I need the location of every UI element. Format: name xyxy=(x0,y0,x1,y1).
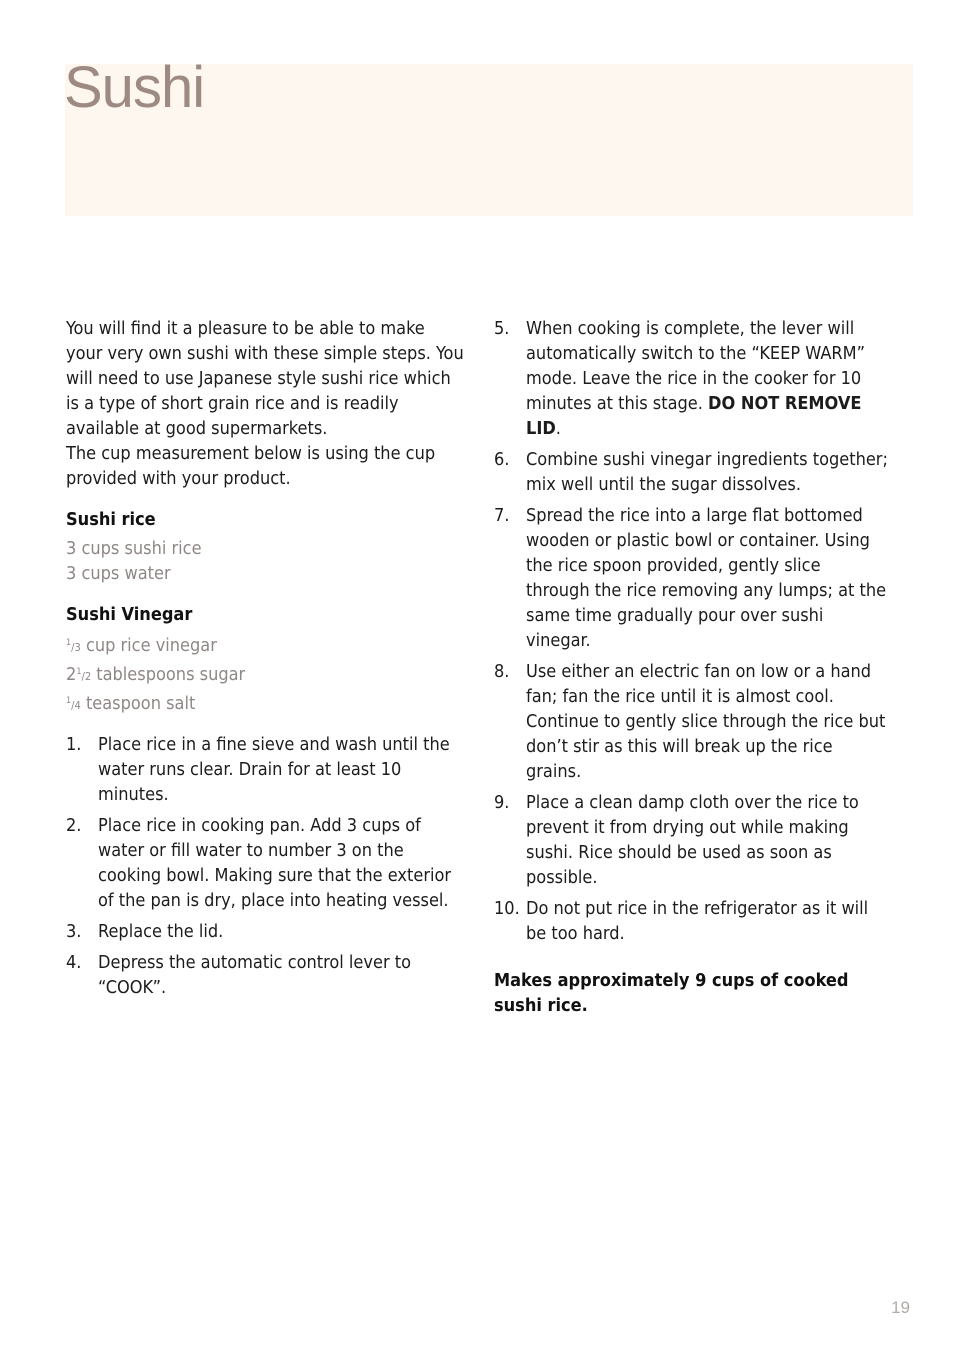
ingredient-item: $2^1/2$ tablespoons sugar xyxy=(66,664,246,685)
intro-paragraph: You will find it a pleasure to be able to make your very own sushi with these simple steps. You will need to use Japanese style sushi rice which is a type of short grain rice and is readily available at good supermarkets. xyxy=(66,318,464,439)
step-item: 9. Place a clean damp cloth over the rice to prevent it from drying out while making sushi. Rice should be used as soon as possible. xyxy=(494,792,859,888)
steps-list-left xyxy=(66,732,466,1000)
right-column xyxy=(494,316,889,1018)
step-item: 10. Do not put rice in the refrigerator as it will be too hard. xyxy=(494,898,869,944)
ingredient-item: $^1$/3 cup rice vinegar xyxy=(66,635,217,656)
sushi-rice-ingredients xyxy=(66,536,466,586)
step-item: 5. When cooking is complete, the lever will automatically switch to the “KEEP WARM” mode. Leave the rice in the cooker for 10 minutes at this stage. DO NOT REMOVE LID. xyxy=(494,318,866,439)
page-number: 19 xyxy=(891,1298,910,1317)
step-item: 7. Spread the rice into a large flat bottomed wooden or plastic bowl or container. Using the rice spoon provided, gently slice through the rice removing any lumps; at the same time gradually pour over sushi vinegar. xyxy=(494,505,887,651)
sushi-vinegar-heading: Sushi Vinegar xyxy=(66,604,193,625)
intro-paragraph: The cup measurement below is using the cup provided with your product. xyxy=(66,443,436,489)
sushi-rice-heading: Sushi rice xyxy=(66,509,156,530)
step-item: 6. Combine sushi vinegar ingredients together; mix well until the sugar dissolves. xyxy=(494,449,888,495)
yield-summary: Makes approximately 9 cups of cooked sushi rice. xyxy=(494,970,849,1016)
page-title: Sushi xyxy=(64,55,205,120)
step-item: 4. Depress the automatic control lever to “COOK”. xyxy=(66,952,411,998)
ingredient-item: 3 cups sushi rice xyxy=(66,538,202,559)
ingredient-item: $^1$/4 teaspoon salt xyxy=(66,693,196,714)
step-item: 2. Place rice in cooking pan. Add 3 cups of water or fill water to number 3 on the cooking bowl. Making sure that the exterior of the pan is dry, place into heating vessel. xyxy=(66,815,452,911)
steps-list-right xyxy=(494,316,889,946)
step-item: 3. Replace the lid. xyxy=(66,921,224,942)
warning-text: DO NOT REMOVE LID xyxy=(526,393,862,439)
step-item: 8. Use either an electric fan on low or a hand fan; fan the rice until it is almost cool. Continue to gently slice through the rice but don’t stir as this will break up the rice grains. xyxy=(494,661,886,782)
intro xyxy=(66,316,466,491)
ingredient-item: 3 cups water xyxy=(66,563,171,584)
sushi-vinegar-ingredients xyxy=(66,631,466,718)
step-item: 1. Place rice in a fine sieve and wash until the water runs clear. Drain for at least 10 minutes. xyxy=(66,734,450,805)
left-column xyxy=(66,316,466,1006)
